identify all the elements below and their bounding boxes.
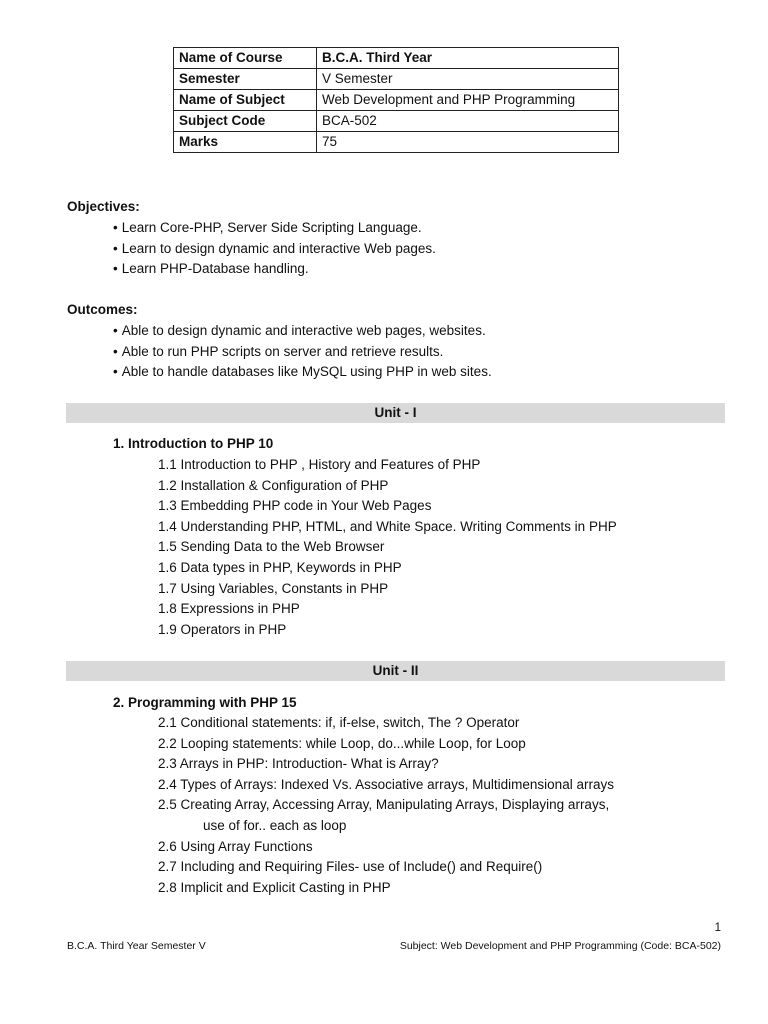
table-row [174, 111, 619, 132]
course-info-table [173, 47, 619, 153]
table-row [174, 69, 619, 90]
table-key: Marks [174, 132, 317, 153]
objectives-list [113, 218, 436, 280]
list-item: 2.1 Conditional statements: if, if-else, switch, The ? Operator [158, 715, 520, 730]
list-item: 1.4 Understanding PHP, HTML, and White Space. Writing Comments in PHP [158, 518, 617, 534]
objectives-heading: Objectives: [67, 199, 140, 214]
list-item: 1.7 Using Variables, Constants in PHP [158, 580, 389, 596]
list-item: 2.7 Including and Requiring Files- use of Include() and Require() [158, 859, 543, 875]
list-item: 1.2 Installation & Configuration of PHP [158, 477, 389, 493]
list-item: • Able to handle databases like MySQL using PHP in web sites. [113, 362, 492, 383]
table-key: Name of Subject [174, 90, 317, 111]
table-key: Subject Code [174, 111, 317, 132]
footer-right-text: Subject: Web Development and PHP Programming (Code: BCA-502) [399, 940, 721, 952]
chapter-2-title: 2. Programming with PHP 15 [113, 695, 297, 710]
list-item: 1.1 Introduction to PHP , History and Features of PHP [158, 457, 481, 472]
list-item [158, 795, 614, 836]
list-item: • Able to run PHP scripts on server and retrieve results. [113, 342, 492, 363]
unit-1-header: Unit - I [66, 403, 725, 423]
table-row [174, 132, 619, 153]
list-item: 2.4 Types of Arrays: Indexed Vs. Associative arrays, Multidimensional arrays [158, 776, 614, 792]
list-item: 1.8 Expressions in PHP [158, 601, 300, 617]
table-key: Name of Course [174, 48, 317, 69]
list-item: • Learn Core-PHP, Server Side Scripting Language. [113, 218, 436, 239]
table-value: 75 [317, 132, 619, 153]
table-row [174, 48, 619, 69]
unit-1-topics [158, 455, 617, 640]
table-value: BCA-502 [317, 111, 619, 132]
list-item: 1.5 Sending Data to the Web Browser [158, 539, 385, 555]
list-item: 2.2 Looping statements: while Loop, do...while Loop, for Loop [158, 735, 526, 751]
outcomes-list [113, 321, 492, 383]
footer-left-text: B.C.A. Third Year Semester V [67, 940, 206, 952]
list-item: 1.9 Operators in PHP [158, 621, 287, 637]
list-item: 2.8 Implicit and Explicit Casting in PHP [158, 879, 391, 895]
page-number: 1 [714, 922, 721, 934]
list-item: 1.6 Data types in PHP, Keywords in PHP [158, 559, 402, 575]
topic-continuation: use of for.. each as loop [203, 817, 347, 833]
table-row [174, 90, 619, 111]
outcomes-heading: Outcomes: [67, 302, 138, 317]
table-value: B.C.A. Third Year [317, 48, 619, 69]
list-item: 2.3 Arrays in PHP: Introduction- What is Array? [158, 756, 439, 772]
unit-2-topics [158, 713, 614, 898]
list-item: 2.6 Using Array Functions [158, 838, 313, 854]
list-item: 1.3 Embedding PHP code in Your Web Pages [158, 498, 432, 514]
topic-text: 2.5 Creating Array, Accessing Array, Manipulating Arrays, Displaying arrays, [158, 797, 610, 813]
table-value: Web Development and PHP Programming [317, 90, 619, 111]
table-value: V Semester [317, 69, 619, 90]
table-key: Semester [174, 69, 317, 90]
chapter-1-title: 1. Introduction to PHP 10 [113, 436, 274, 451]
list-item: • Learn to design dynamic and interactive Web pages. [113, 239, 436, 260]
unit-2-header: Unit - II [66, 661, 725, 681]
list-item: • Learn PHP-Database handling. [113, 259, 436, 280]
list-item: • Able to design dynamic and interactive web pages, websites. [113, 321, 492, 342]
